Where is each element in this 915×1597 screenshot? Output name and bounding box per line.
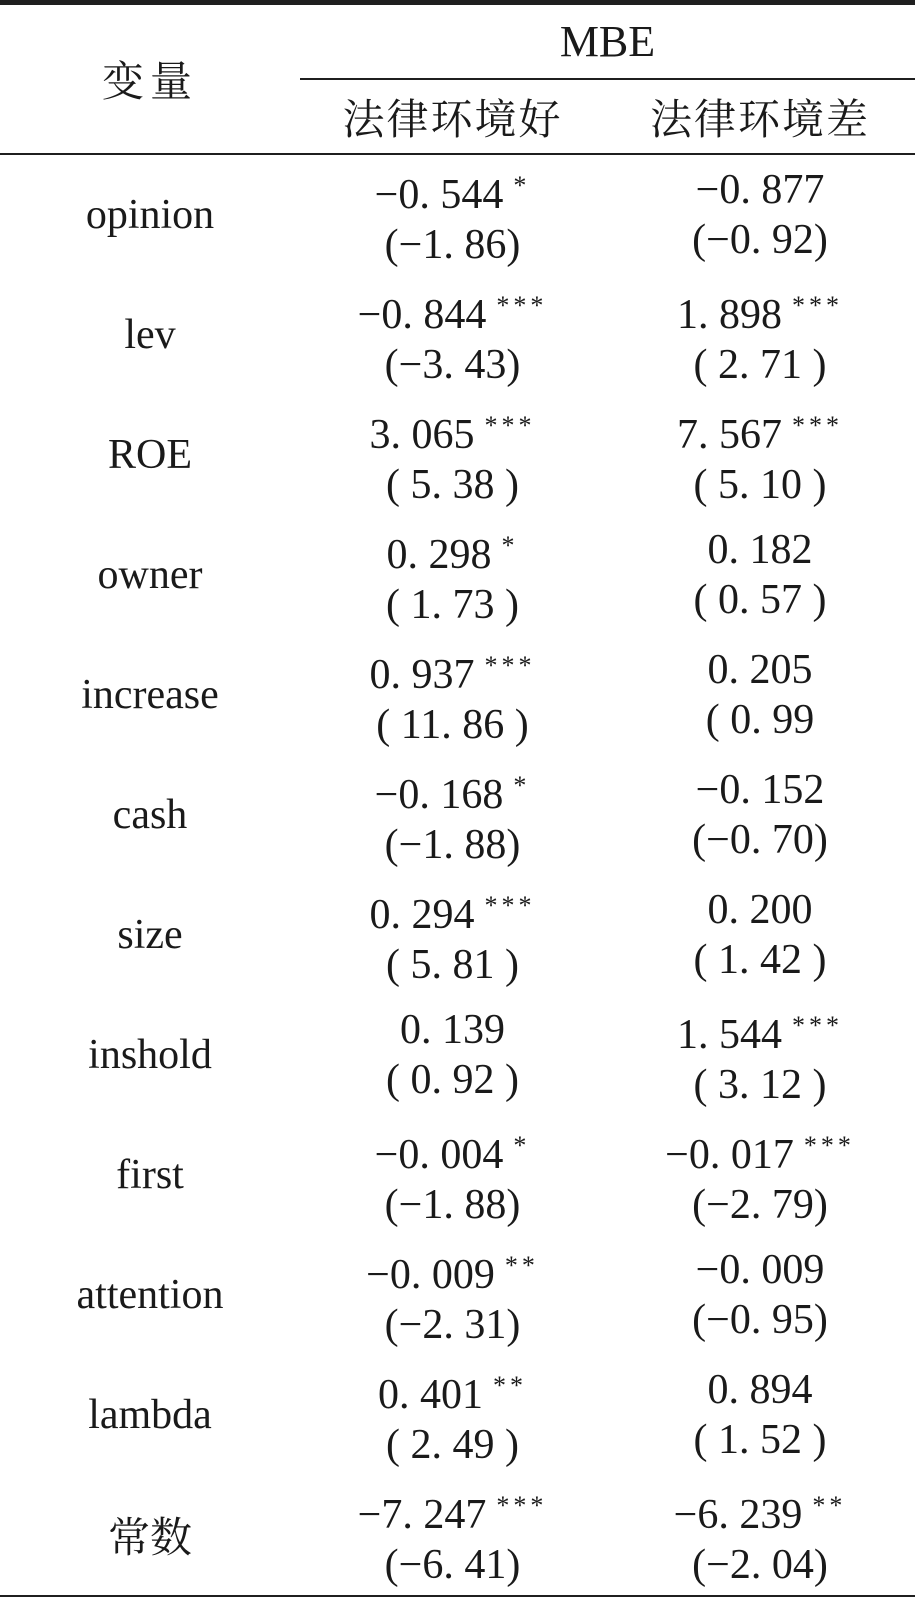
coefficient-value: 0. 200 — [707, 887, 813, 933]
coefficient-line — [375, 761, 531, 820]
t-statistic: ( 5. 81 ) — [386, 941, 519, 988]
variable-name: opinion — [85, 192, 215, 238]
t-statistic: (−1. 88) — [384, 1181, 521, 1228]
variable-name: lambda — [88, 1392, 212, 1438]
table-row — [0, 515, 915, 635]
bad-env-cell — [605, 1115, 915, 1235]
t-statistic: (−3. 43) — [384, 341, 521, 388]
coefficient-line — [677, 1001, 843, 1060]
variable-name: cash — [112, 792, 188, 838]
table-row — [0, 275, 915, 395]
coefficient-line — [358, 1481, 548, 1540]
t-statistic: ( 1. 42 ) — [693, 937, 827, 983]
table-row — [0, 1355, 915, 1475]
t-statistic: (−1. 88) — [384, 821, 521, 868]
significance-stars: *** — [484, 410, 536, 440]
t-statistic: ( 2. 49 ) — [386, 1421, 519, 1468]
t-statistic: ( 11. 86 ) — [376, 701, 529, 748]
significance-stars: *** — [484, 650, 536, 680]
column-header-bad-legal-env: 法律环境差 — [649, 97, 870, 144]
coefficient-line — [674, 1481, 847, 1540]
coefficient-value: 0. 139 — [400, 1007, 505, 1053]
significance-stars: *** — [792, 410, 843, 440]
bad-env-cell — [605, 755, 915, 875]
group-header-mbe: MBE — [300, 5, 915, 80]
good-env-cell — [300, 995, 605, 1115]
good-env-cell — [300, 155, 605, 275]
variable-column-header: 变量 — [101, 60, 198, 106]
coefficient-line — [400, 1005, 505, 1055]
coefficient-line — [370, 401, 536, 460]
coefficient-value: −6. 239 — [673, 1491, 803, 1538]
coefficient-line — [677, 401, 843, 460]
t-statistic: (−0. 95) — [692, 1297, 828, 1343]
bad-env-cell — [605, 515, 915, 635]
coefficient-value: −0. 009 — [366, 1251, 495, 1298]
good-env-cell — [300, 1115, 605, 1235]
significance-stars: * — [513, 770, 531, 800]
sub-header-row — [300, 80, 915, 153]
significance-stars: *** — [484, 890, 536, 920]
coefficient-line — [375, 1121, 531, 1180]
table-row — [0, 875, 915, 995]
good-env-cell — [300, 635, 605, 755]
table-row — [0, 155, 915, 275]
coefficient-value: 0. 294 — [369, 891, 475, 938]
bad-env-cell — [605, 395, 915, 515]
coefficient-value: 0. 401 — [378, 1371, 483, 1418]
coefficient-value: 7. 567 — [677, 411, 782, 458]
variable-name: first — [116, 1152, 184, 1198]
good-env-cell — [300, 515, 605, 635]
coefficient-value: 0. 298 — [386, 531, 492, 578]
coefficient-line — [378, 1361, 527, 1420]
t-statistic: (−2. 04) — [692, 1541, 828, 1588]
good-env-cell — [300, 875, 605, 995]
significance-stars: * — [513, 1130, 531, 1160]
t-statistic: (−6. 41) — [384, 1541, 521, 1588]
t-statistic: ( 5. 10 ) — [693, 461, 827, 508]
table-row — [0, 1475, 915, 1595]
coefficient-value: 1. 544 — [677, 1011, 782, 1058]
t-statistic: (−0. 92) — [692, 217, 828, 263]
table-body — [0, 155, 915, 1595]
coefficient-line — [370, 881, 536, 940]
t-statistic: ( 3. 12 ) — [693, 1061, 827, 1108]
bad-env-cell — [605, 875, 915, 995]
bad-env-cell — [605, 155, 915, 275]
t-statistic: (−2. 79) — [692, 1181, 828, 1228]
good-env-cell — [300, 395, 605, 515]
coefficient-line — [696, 1245, 825, 1295]
coefficient-line — [708, 885, 813, 935]
coefficient-line — [708, 645, 813, 695]
table-row — [0, 1235, 915, 1355]
coefficient-value: −0. 152 — [695, 767, 825, 813]
significance-stars: * — [513, 170, 531, 200]
coefficient-value: −0. 004 — [374, 1131, 504, 1178]
coefficient-value: 1. 898 — [677, 291, 782, 338]
coefficient-line — [708, 1365, 813, 1415]
significance-stars: *** — [803, 1130, 855, 1160]
t-statistic: ( 1. 52 ) — [693, 1417, 827, 1463]
bad-env-cell — [605, 275, 915, 395]
coefficient-value: −0. 544 — [374, 171, 504, 218]
good-env-cell — [300, 755, 605, 875]
coefficient-line — [696, 765, 825, 815]
table-row — [0, 755, 915, 875]
significance-stars: *** — [792, 290, 843, 320]
variable-name: lev — [124, 312, 176, 358]
good-env-cell — [300, 1355, 605, 1475]
bad-env-cell — [605, 635, 915, 755]
significance-stars: *** — [496, 290, 548, 320]
table-row — [0, 995, 915, 1115]
coefficient-line — [387, 521, 519, 580]
coefficient-value: 3. 065 — [369, 411, 475, 458]
variable-name: 常数 — [107, 1516, 192, 1562]
variable-name: inshold — [88, 1032, 212, 1078]
significance-stars: *** — [792, 1010, 843, 1040]
good-env-cell — [300, 1475, 605, 1595]
t-statistic: (−2. 31) — [384, 1301, 521, 1348]
t-statistic: ( 2. 71 ) — [693, 341, 827, 388]
good-env-cell — [300, 1235, 605, 1355]
t-statistic: (−0. 70) — [692, 817, 828, 863]
bad-env-cell — [605, 1235, 915, 1355]
variable-name: size — [117, 912, 183, 958]
coefficient-value: 0. 937 — [369, 651, 475, 698]
coefficient-line — [358, 281, 548, 340]
table-row — [0, 395, 915, 515]
table-header — [0, 5, 915, 155]
coefficient-value: 0. 894 — [707, 1367, 813, 1413]
coefficient-value: −0. 168 — [374, 771, 504, 818]
significance-stars: * — [501, 530, 519, 560]
significance-stars: *** — [496, 1490, 548, 1520]
coefficient-value: −0. 844 — [357, 291, 487, 338]
column-header-good-legal-env: 法律环境好 — [342, 97, 563, 144]
variable-name: owner — [97, 552, 203, 598]
coefficient-value: −0. 017 — [665, 1131, 794, 1178]
variable-name: attention — [76, 1272, 224, 1318]
bad-env-cell — [605, 1475, 915, 1595]
t-statistic: ( 5. 38 ) — [386, 461, 519, 508]
t-statistic: ( 1. 73 ) — [386, 581, 519, 628]
coefficient-value: −0. 877 — [695, 167, 825, 213]
coefficient-line — [708, 525, 813, 575]
bad-env-cell — [605, 1355, 915, 1475]
coefficient-line — [370, 641, 536, 700]
coefficient-line — [665, 1121, 855, 1180]
table-row — [0, 1115, 915, 1235]
t-statistic: ( 0. 99 — [705, 697, 815, 743]
t-statistic: ( 0. 57 ) — [693, 577, 827, 623]
t-statistic: ( 0. 92 ) — [386, 1057, 519, 1103]
coefficient-line — [375, 161, 531, 220]
coefficient-line — [696, 165, 825, 215]
significance-stars: ** — [812, 1490, 847, 1520]
t-statistic: (−1. 86) — [384, 221, 521, 268]
coefficient-value: 0. 205 — [707, 647, 813, 693]
coefficient-value: −7. 247 — [357, 1491, 487, 1538]
variable-name: increase — [81, 672, 219, 718]
mbe-header-group — [300, 5, 915, 153]
significance-stars: ** — [493, 1370, 527, 1400]
coefficient-line — [677, 281, 843, 340]
coefficient-value: −0. 009 — [695, 1247, 825, 1293]
variable-name: ROE — [108, 432, 192, 478]
coefficient-line — [366, 1241, 539, 1300]
bad-env-cell — [605, 995, 915, 1115]
good-env-cell — [300, 275, 605, 395]
coefficient-value: 0. 182 — [707, 527, 813, 573]
significance-stars: ** — [504, 1250, 539, 1280]
table-row — [0, 635, 915, 755]
